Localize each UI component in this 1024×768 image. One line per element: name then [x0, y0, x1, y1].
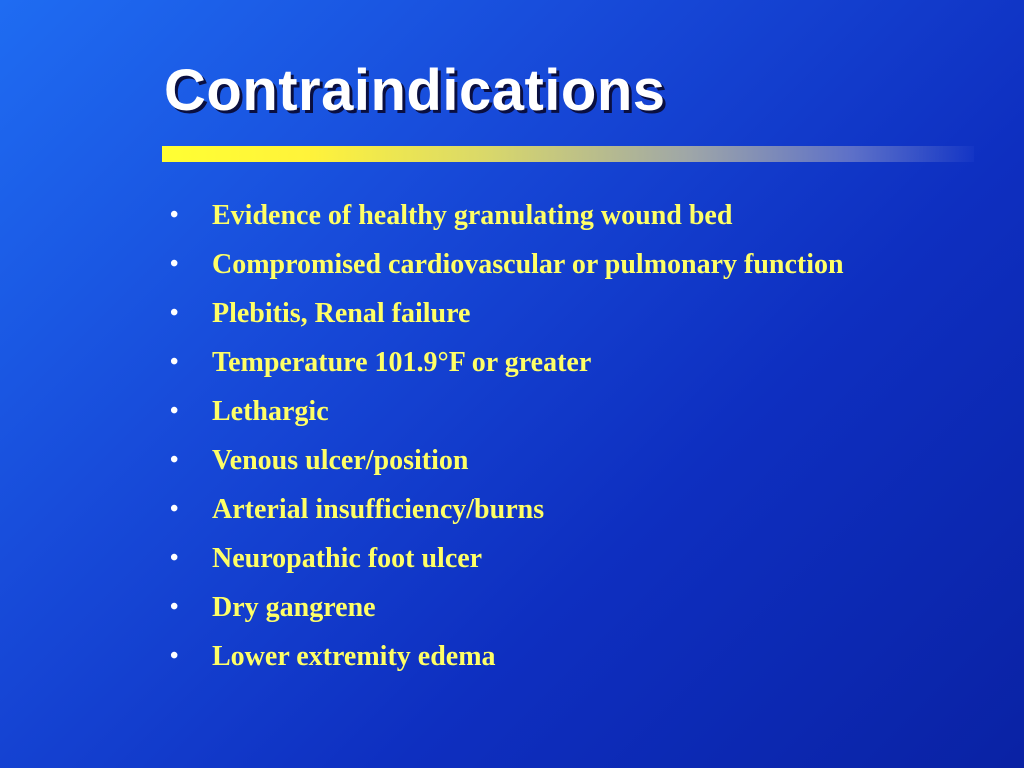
- title-underline-bar: [162, 146, 974, 162]
- bullet-icon: •: [170, 202, 179, 228]
- bullet-icon: •: [170, 300, 179, 326]
- bullet-text: Dry gangrene: [212, 592, 376, 623]
- bullet-text: Lower extremity edema: [212, 641, 496, 672]
- slide-title: Contraindications: [164, 58, 666, 123]
- bullet-icon: •: [170, 496, 179, 522]
- bullet-item: [168, 441, 868, 480]
- bullet-item: [168, 196, 868, 235]
- bullet-item: [168, 392, 868, 431]
- bullet-icon: •: [170, 349, 179, 375]
- bullet-icon: •: [170, 643, 179, 669]
- bullet-text: Lethargic: [212, 396, 329, 427]
- bullet-item: [168, 588, 868, 627]
- bullet-text: Plebitis, Renal failure: [212, 298, 471, 329]
- bullet-item: [168, 539, 868, 578]
- bullet-icon: •: [170, 447, 179, 473]
- bullet-icon: •: [170, 594, 179, 620]
- bullet-text: Evidence of healthy granulating wound bed: [212, 200, 733, 231]
- bullet-text: Arterial insufficiency/burns: [212, 494, 545, 525]
- bullet-item: [168, 343, 868, 382]
- bullet-item: [168, 245, 868, 284]
- bullet-text: Compromised cardiovascular or pulmonary function: [212, 249, 844, 280]
- bullet-text: Venous ulcer/position: [212, 445, 469, 476]
- bullet-item: [168, 490, 868, 529]
- bullet-text: Temperature 101.9°F or greater: [212, 347, 592, 378]
- bullet-icon: •: [170, 398, 179, 424]
- bullet-text: Neuropathic foot ulcer: [212, 543, 483, 574]
- bullet-item: [168, 637, 868, 676]
- bullet-item: [168, 294, 868, 333]
- bullet-icon: •: [170, 251, 179, 277]
- bullet-list: [168, 196, 868, 686]
- bullet-icon: •: [170, 545, 179, 571]
